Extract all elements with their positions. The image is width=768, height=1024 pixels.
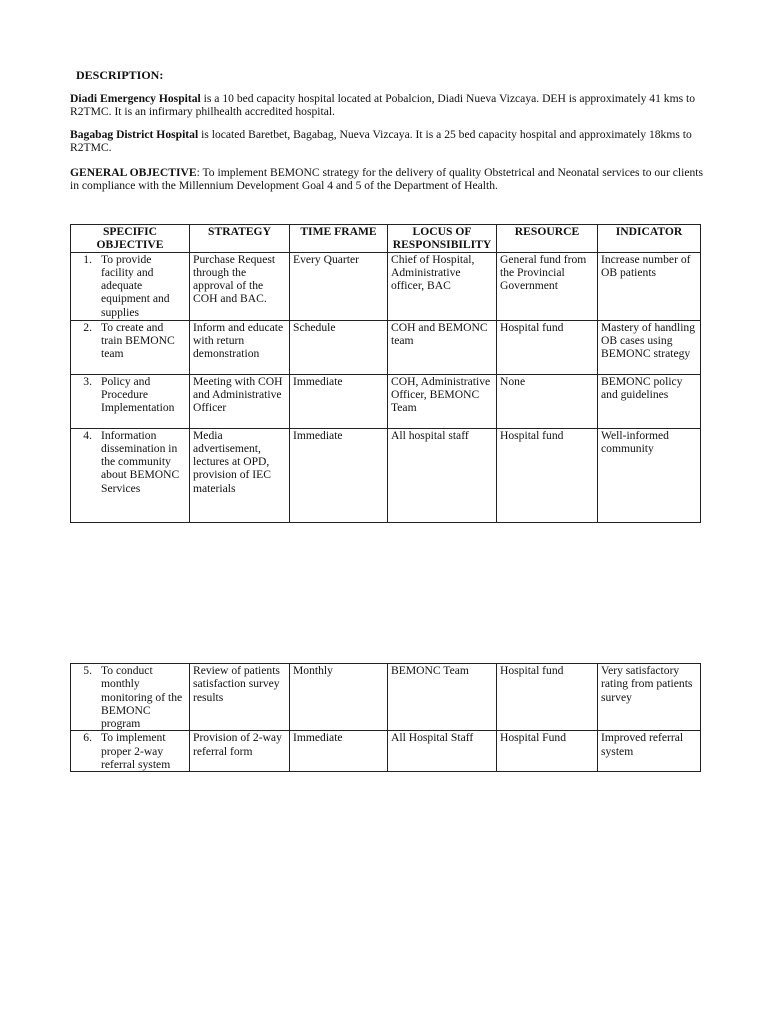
objective-cell	[71, 664, 190, 731]
strategy-cell: Meeting with COH and Administrative Officer	[190, 374, 290, 428]
strategy-cell: Review of patients satisfaction survey results	[190, 664, 290, 731]
strategy-cell: Inform and educate with return demonstration	[190, 320, 290, 374]
objective-text: To create and train BEMONC team	[101, 320, 175, 361]
time-frame-cell: Immediate	[290, 731, 388, 772]
paragraph-text: : To implement BEMONC strategy for the delivery of quality Obstetrical and Neonatal services to our clients in compliance with the Millennium Development Goal 4 and 5 of the Department of Health.	[70, 166, 704, 193]
time-frame-cell: Monthly	[290, 664, 388, 731]
objective-cell	[71, 374, 190, 428]
time-frame-cell: Schedule	[290, 320, 388, 374]
paragraph-text: is a 10 bed capacity hospital located at Pobalcion, Diadi Nueva Vizcaya. DEH is approximately 41 kms to R2TMC. It is an infirmary philhealth accredited hospital.	[70, 92, 696, 119]
time-frame-cell: Immediate	[290, 428, 388, 522]
locus-cell: COH, Administrative Officer, BEMONC Team	[388, 374, 497, 428]
locus-cell: All hospital staff	[388, 428, 497, 522]
indicator-cell: Very satisfactory rating from patients survey	[598, 664, 701, 731]
resource-cell: None	[497, 374, 598, 428]
header-locus: LOCUS OF RESPONSIBILITY	[388, 225, 497, 253]
objective-text: To provide facility and adequate equipment and supplies	[101, 252, 170, 319]
resource-cell: Hospital fund	[497, 320, 598, 374]
locus-cell: All Hospital Staff	[388, 731, 497, 772]
table-row	[71, 252, 701, 320]
objective-text: Policy and Procedure Implementation	[101, 374, 175, 415]
strategy-cell: Provision of 2-way referral form	[190, 731, 290, 772]
table-row	[71, 320, 701, 374]
row-number: 6.	[83, 731, 92, 745]
header-time-frame: TIME FRAME	[290, 225, 388, 253]
table-row	[71, 428, 701, 522]
strategy-cell: Media advertisement, lectures at OPD, provision of IEC materials	[190, 428, 290, 522]
indicator-cell: BEMONC policy and guidelines	[598, 374, 701, 428]
objective-text: Information dissemination in the community about BEMONC Services	[101, 428, 180, 495]
table-row	[71, 731, 701, 772]
locus-cell: COH and BEMONC team	[388, 320, 497, 374]
row-number: 1.	[83, 252, 92, 266]
paragraph-general-objective	[70, 166, 706, 193]
resource-cell: Hospital Fund	[497, 731, 598, 772]
header-specific-objective: SPECIFIC OBJECTIVE	[71, 225, 190, 253]
indicator-cell: Increase number of OB patients	[598, 252, 701, 320]
objectives-table-continued	[70, 663, 701, 772]
row-number: 5.	[83, 664, 92, 677]
paragraph-diadi-hospital	[70, 92, 706, 119]
row-number: 4.	[83, 428, 92, 442]
locus-cell: BEMONC Team	[388, 664, 497, 731]
general-objective-label: GENERAL OBJECTIVE	[70, 166, 197, 179]
header-resource: RESOURCE	[497, 225, 598, 253]
table-row	[71, 664, 701, 731]
paragraph-bagabag-hospital	[70, 128, 706, 155]
objective-cell	[71, 428, 190, 522]
table-row	[71, 374, 701, 428]
hospital-name: Diadi Emergency Hospital	[70, 92, 201, 105]
objective-cell	[71, 320, 190, 374]
objective-text: To conduct monthly monitoring of the BEMONC program	[101, 664, 183, 731]
resource-cell: Hospital fund	[497, 428, 598, 522]
indicator-cell: Well-informed community	[598, 428, 701, 522]
objective-cell	[71, 731, 190, 772]
header-indicator: INDICATOR	[598, 225, 701, 253]
time-frame-cell: Every Quarter	[290, 252, 388, 320]
objective-text: To implement proper 2-way referral system	[101, 731, 171, 772]
locus-cell: Chief of Hospital, Administrative officer, BAC	[388, 252, 497, 320]
row-number: 2.	[83, 320, 92, 334]
row-number: 3.	[83, 374, 92, 388]
resource-cell: General fund from the Provincial Government	[497, 252, 598, 320]
strategy-cell: Purchase Request through the approval of the COH and BAC.	[190, 252, 290, 320]
objectives-table	[70, 224, 701, 523]
objective-cell	[71, 252, 190, 320]
indicator-cell: Mastery of handling OB cases using BEMONC strategy	[598, 320, 701, 374]
description-heading: DESCRIPTION:	[76, 68, 164, 82]
hospital-name: Bagabag District Hospital	[70, 128, 199, 141]
header-strategy: STRATEGY	[190, 225, 290, 253]
table-header-row	[71, 225, 701, 253]
indicator-cell: Improved referral system	[598, 731, 701, 772]
resource-cell: Hospital fund	[497, 664, 598, 731]
paragraph-text: is located Baretbet, Bagabag, Nueva Vizcaya. It is a 25 bed capacity hospital and approximately 18kms to R2TMC.	[70, 128, 692, 155]
time-frame-cell: Immediate	[290, 374, 388, 428]
